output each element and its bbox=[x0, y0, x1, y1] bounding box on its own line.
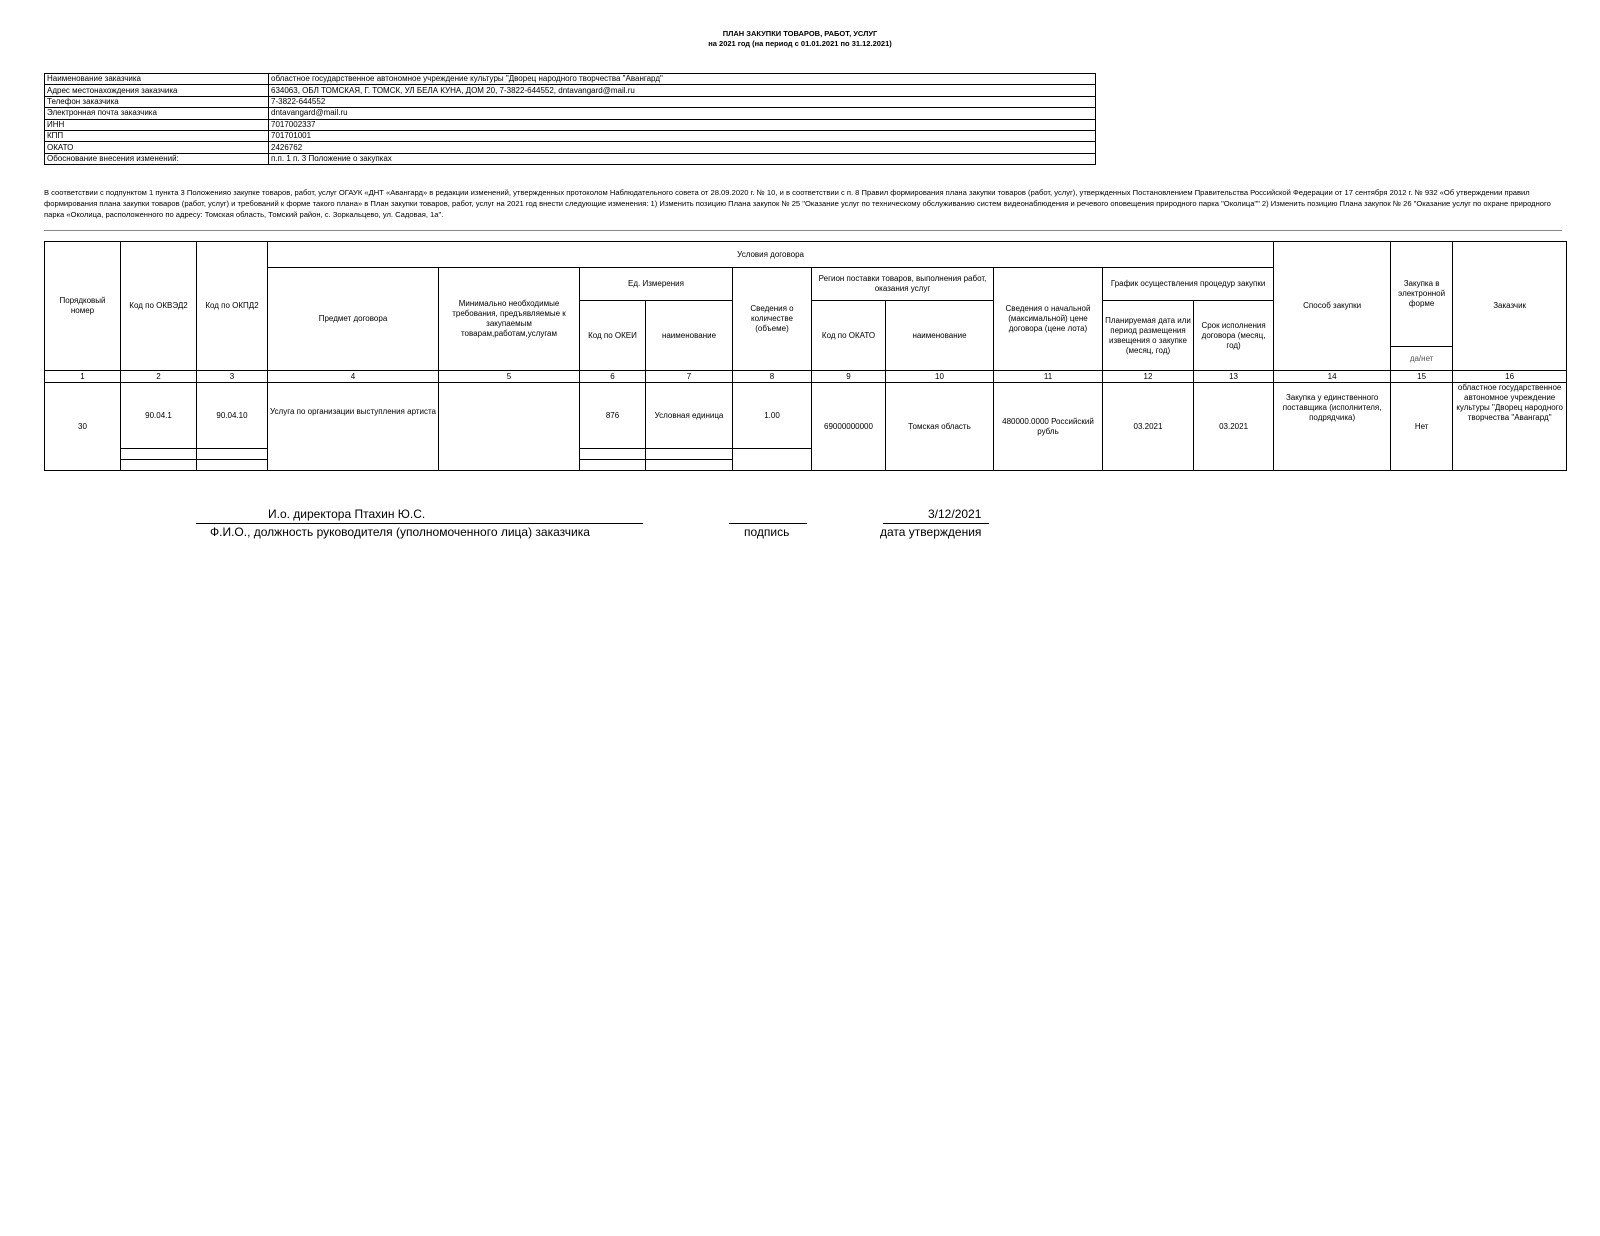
info-value: 701701001 bbox=[269, 130, 1096, 141]
col-header-method: Способ закупки bbox=[1274, 242, 1391, 371]
info-row bbox=[45, 74, 1096, 85]
column-number: 10 bbox=[886, 371, 994, 383]
column-number: 2 bbox=[121, 371, 197, 383]
column-number: 12 bbox=[1103, 371, 1194, 383]
empty-cell bbox=[197, 460, 268, 471]
empty-cell bbox=[580, 449, 646, 460]
info-row bbox=[45, 130, 1096, 141]
column-number: 4 bbox=[268, 371, 439, 383]
column-number: 3 bbox=[197, 371, 268, 383]
col-header-customer: Заказчик bbox=[1453, 242, 1567, 371]
col-header-region-name: наименование bbox=[886, 301, 994, 371]
info-value: 7-3822-644552 bbox=[269, 96, 1096, 107]
col-header-price: Сведения о начальной (максимальной) цене договора (цене лота) bbox=[994, 268, 1103, 371]
empty-cell bbox=[646, 460, 733, 471]
cell-customer: областное государственное автономное учреждение культуры "Дворец народного творчества "Авангард" bbox=[1453, 383, 1567, 471]
col-header-planned-date: Планируемая дата или период размещения извещения о закупке (месяц, год) bbox=[1103, 301, 1194, 371]
info-row bbox=[45, 153, 1096, 164]
approval-date-line bbox=[883, 523, 989, 524]
col-header-subject: Предмет договора bbox=[268, 268, 439, 371]
cell-okved2: 90.04.1 bbox=[121, 383, 197, 449]
cell-okei: 876 bbox=[580, 383, 646, 449]
column-number-row bbox=[45, 371, 1567, 383]
col-header-unit-name: наименование bbox=[646, 301, 733, 371]
info-row bbox=[45, 142, 1096, 153]
cell-min-req bbox=[439, 383, 580, 471]
column-number: 8 bbox=[733, 371, 812, 383]
info-value: 7017002337 bbox=[269, 119, 1096, 130]
info-value: областное государственное автономное учреждение культуры "Дворец народного творчества "Авангард" bbox=[269, 74, 1096, 85]
empty-cell bbox=[580, 460, 646, 471]
cell-price: 480000.0000 Российский рубль bbox=[994, 383, 1103, 471]
info-row bbox=[45, 108, 1096, 119]
col-header-okato: Код по ОКАТО bbox=[812, 301, 886, 371]
col-header-order-num: Порядковый номер bbox=[45, 242, 121, 371]
info-value: 2426762 bbox=[269, 142, 1096, 153]
info-label: Телефон заказчика bbox=[45, 96, 269, 107]
signature-caption: подпись bbox=[744, 525, 790, 539]
col-header-quantity: Сведения о количестве (объеме) bbox=[733, 268, 812, 371]
approval-date-caption: дата утверждения bbox=[880, 525, 982, 539]
intro-paragraph: В соответствии с подпунктом 1 пункта 3 Положенияо закупке товаров, работ, услуг ОГАУК «ДНТ «Авангард» в редакции изменений, утвержденных протоколом Наблюдательного совета от 28.09.2020 г. № 10, и в соответствии с п. 8 Правил формирования плана закупки товаров (работ, услуг), утвержденных Постановлением Правительства Российской Федерации от 17 сентября 2012 г. № 932 «Об утверждении правил формирования плана закупки товаров (работ, услуг) и требований к форме такого плана» в План закупки товаров, работ, услуг на 2021 год внести следующие изменения: 1) Изменить позицию Плана закупок № 25 "Оказание услуг по техническому обслуживанию систем видеонаблюдения и речевого оповещения природного парка "Околица"" 2) Изменить позицию Плана закупок № 26 "Оказание услуг по охране природного парка «Околица, расположенного по адресу: Томская область, Томский район, с. Зоркальцево, ул. Садовая, 1а". bbox=[44, 188, 1551, 219]
info-label: ИНН bbox=[45, 119, 269, 130]
col-header-unit: Ед. Измерения bbox=[580, 268, 733, 301]
cell-quantity: 1.00 bbox=[733, 383, 812, 449]
column-number: 5 bbox=[439, 371, 580, 383]
signatory-name-line bbox=[196, 523, 643, 524]
signatory-name-caption: Ф.И.О., должность руководителя (уполномоченного лица) заказчика bbox=[210, 525, 590, 539]
info-label: Электронная почта заказчика bbox=[45, 108, 269, 119]
column-number: 16 bbox=[1453, 371, 1567, 383]
cell-planned-date: 03.2021 bbox=[1103, 383, 1194, 471]
cell-okpd2: 90.04.10 bbox=[197, 383, 268, 449]
signatory-name: И.о. директора Птахин Ю.С. bbox=[268, 507, 426, 521]
empty-cell bbox=[733, 449, 812, 471]
column-number: 7 bbox=[646, 371, 733, 383]
col-header-schedule: График осуществления процедур закупки bbox=[1103, 268, 1274, 301]
info-value: dntavangard@mail.ru bbox=[269, 108, 1096, 119]
approval-date: 3/12/2021 bbox=[928, 507, 982, 521]
info-value: 634063, ОБЛ ТОМСКАЯ, Г. ТОМСК, УЛ БЕЛА КУНА, ДОМ 20, 7-3822-644552, dntavangard@mail.ru bbox=[269, 85, 1096, 96]
info-value: п.п. 1 п. 3 Положение о закупках bbox=[269, 153, 1096, 164]
info-label: Адрес местонахождения заказчика bbox=[45, 85, 269, 96]
cell-region-name: Томская область bbox=[886, 383, 994, 471]
cell-method: Закупка у единственного поставщика (исполнителя, подрядчика) bbox=[1274, 383, 1391, 471]
info-row bbox=[45, 119, 1096, 130]
cell-subject: Услуга по организации выступления артиста bbox=[268, 383, 439, 471]
info-row bbox=[45, 96, 1096, 107]
column-number: 15 bbox=[1391, 371, 1453, 383]
document-subtitle: на 2021 год (на период с 01.01.2021 по 31.12.2021) bbox=[708, 39, 892, 48]
col-header-okpd2: Код по ОКПД2 bbox=[197, 242, 268, 371]
col-header-min-req: Минимально необходимые требования, предъявляемые к закупаемым товарам,работам,услугам bbox=[439, 268, 580, 371]
cell-okato: 69000000000 bbox=[812, 383, 886, 471]
empty-cell bbox=[646, 449, 733, 460]
empty-cell bbox=[121, 449, 197, 460]
document-header bbox=[0, 29, 1600, 49]
col-header-exec-term: Срок исполнения договора (месяц, год) bbox=[1194, 301, 1274, 371]
column-number: 13 bbox=[1194, 371, 1274, 383]
column-number: 11 bbox=[994, 371, 1103, 383]
info-row bbox=[45, 85, 1096, 96]
customer-info-table bbox=[44, 73, 1096, 165]
info-label: ОКАТО bbox=[45, 142, 269, 153]
signature-line bbox=[729, 523, 807, 524]
procurement-table bbox=[44, 241, 1567, 471]
col-header-okei: Код по ОКЕИ bbox=[580, 301, 646, 371]
cell-order-num: 30 bbox=[45, 383, 121, 471]
empty-cell bbox=[121, 460, 197, 471]
info-label: КПП bbox=[45, 130, 269, 141]
column-number: 9 bbox=[812, 371, 886, 383]
info-label: Наименование заказчика bbox=[45, 74, 269, 85]
col-header-yes-no: да/нет bbox=[1391, 347, 1453, 371]
column-number: 1 bbox=[45, 371, 121, 383]
cell-unit-name: Условная единица bbox=[646, 383, 733, 449]
cell-electronic: Нет bbox=[1391, 383, 1453, 471]
empty-cell bbox=[197, 449, 268, 460]
divider bbox=[44, 230, 1562, 231]
col-header-region: Регион поставки товаров, выполнения работ, оказания услуг bbox=[812, 268, 994, 301]
document-title: ПЛАН ЗАКУПКИ ТОВАРОВ, РАБОТ, УСЛУГ bbox=[722, 29, 878, 38]
table-row bbox=[45, 383, 1567, 449]
column-number: 14 bbox=[1274, 371, 1391, 383]
column-number: 6 bbox=[580, 371, 646, 383]
info-label: Обоснование внесения изменений: bbox=[45, 153, 269, 164]
cell-exec-term: 03.2021 bbox=[1194, 383, 1274, 471]
col-header-electronic: Закупка в электронной форме bbox=[1391, 242, 1453, 347]
col-header-contract-terms: Условия договора bbox=[268, 242, 1274, 268]
col-header-okved2: Код по ОКВЭД2 bbox=[121, 242, 197, 371]
